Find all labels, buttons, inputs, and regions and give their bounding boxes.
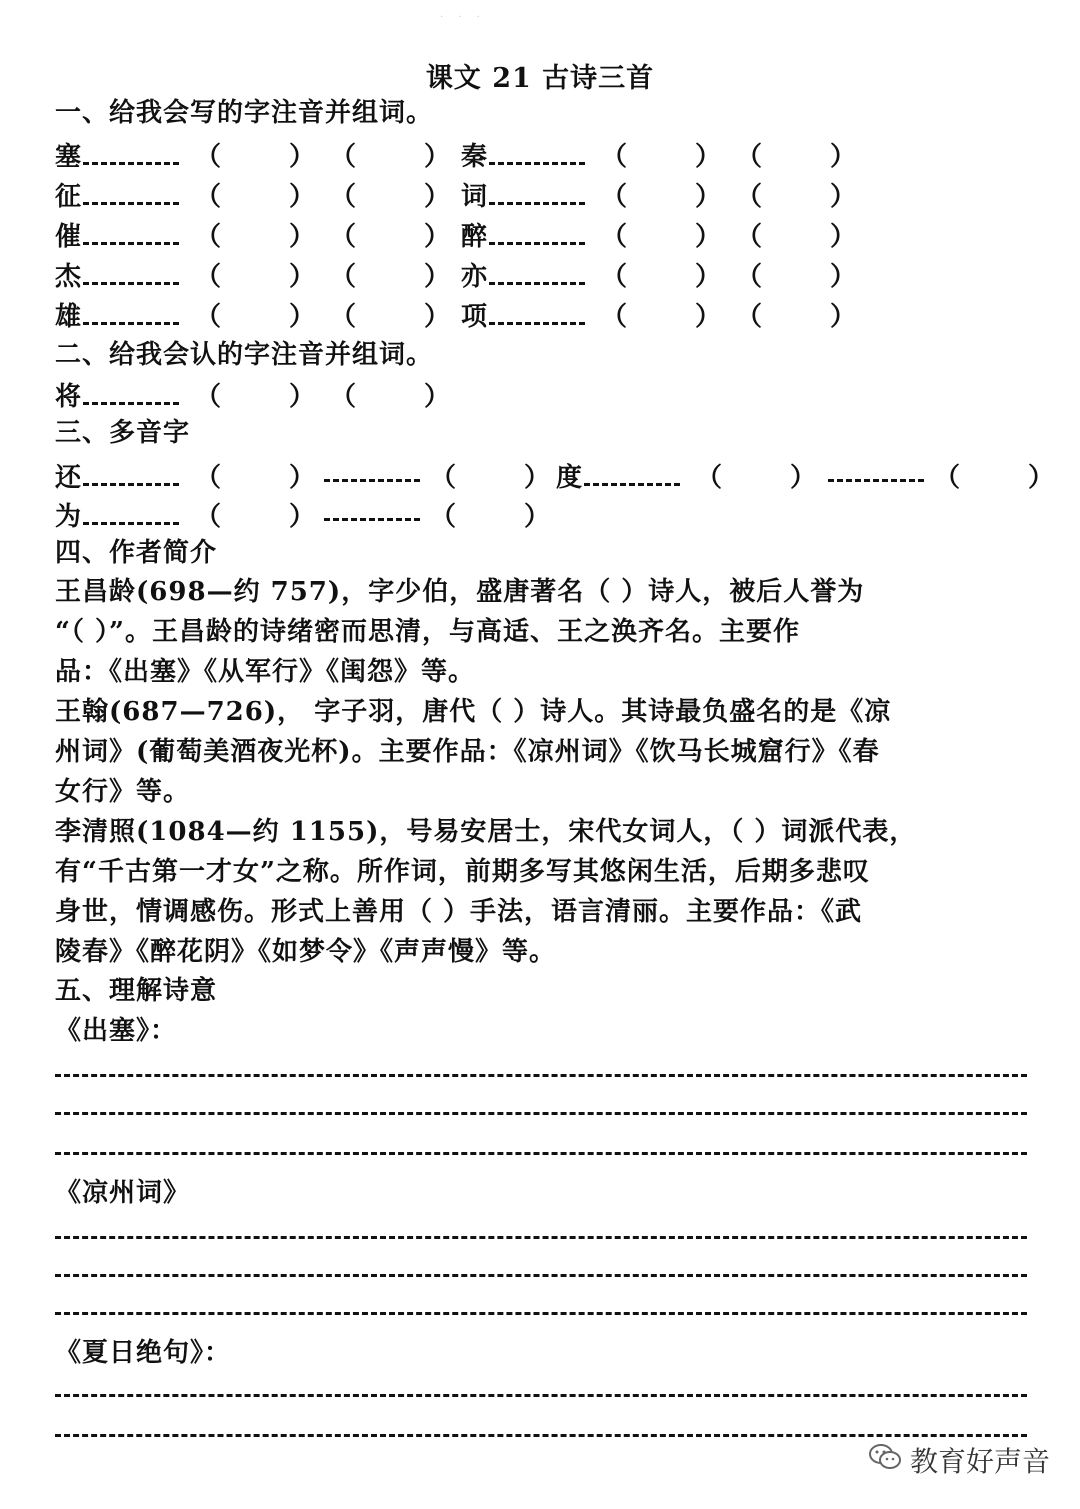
section-5-heading: 五、理解诗意 — [55, 976, 218, 1006]
answer-line[interactable] — [55, 1312, 1027, 1315]
author-li-qingzhao-line: 李清照(1084—约 1155)，号易安居士，宋代女词人，（ ）词派代表， — [55, 817, 917, 847]
answer-line[interactable] — [55, 1236, 1027, 1239]
answer-paren[interactable]: （ ） — [601, 182, 722, 212]
answer-paren[interactable]: （ ） — [195, 262, 316, 292]
write-char: 项 — [461, 302, 488, 332]
pinyin-blank[interactable] — [489, 300, 585, 325]
write-char: 词 — [461, 182, 488, 212]
poly-char-row — [556, 457, 680, 494]
write-char-row — [461, 176, 585, 213]
answer-paren[interactable]: （ ） — [330, 302, 451, 332]
pinyin-blank[interactable] — [83, 461, 179, 486]
pinyin-blank[interactable] — [322, 457, 420, 489]
pinyin-blank[interactable] — [489, 220, 585, 245]
poem-label-liangzhou: 《凉州词》 — [55, 1178, 191, 1208]
author-li-qingzhao-line: 身世，情调感伤。形式上善用（ ）手法，语言清丽。主要作品：《武 — [55, 897, 863, 927]
pinyin-blank[interactable] — [83, 500, 179, 525]
poly-char: 为 — [55, 502, 82, 532]
pinyin-blank[interactable] — [83, 260, 179, 285]
answer-line[interactable] — [55, 1434, 1027, 1437]
section-1-heading: 一、给我会写的字注音并组词。 — [55, 98, 434, 128]
write-char: 塞 — [55, 142, 82, 172]
answer-paren[interactable]: （ ） — [601, 302, 722, 332]
answer-line[interactable] — [55, 1152, 1027, 1155]
author-li-qingzhao-line: 有“千古第一才女”之称。所作词，前期多写其悠闲生活，后期多悲叹 — [55, 857, 870, 887]
write-char: 醉 — [461, 222, 488, 252]
pinyin-blank[interactable] — [489, 180, 585, 205]
answer-paren[interactable]: （ ） — [195, 182, 316, 212]
pinyin-blank[interactable] — [489, 260, 585, 285]
write-char: 雄 — [55, 302, 82, 332]
answer-paren[interactable]: （ ） — [736, 182, 857, 212]
page-title: 课文 21 古诗三首 — [425, 63, 655, 94]
answer-paren[interactable]: （ ） — [601, 262, 722, 292]
write-char: 秦 — [461, 142, 488, 172]
author-wang-han-line: 州词》(葡萄美酒夜光杯)。主要作品：《凉州词》《饮马长城窟行》《春 — [55, 737, 880, 767]
answer-paren[interactable]: （ ） — [195, 142, 316, 172]
author-li-qingzhao-line: 陵春》《醉花阴》《如梦令》《声声慢》等。 — [55, 937, 557, 967]
write-char-row — [461, 256, 585, 293]
pinyin-blank[interactable] — [83, 220, 179, 245]
write-char-row — [461, 296, 585, 333]
answer-paren[interactable]: （ ） — [696, 463, 817, 493]
answer-paren[interactable]: （ ） — [430, 502, 551, 532]
answer-paren[interactable]: （ ） — [195, 463, 316, 493]
poem-label-xiari: 《夏日绝句》： — [55, 1338, 232, 1368]
answer-paren[interactable]: （ ） — [330, 222, 451, 252]
pinyin-blank[interactable] — [826, 457, 924, 489]
answer-paren[interactable]: （ ） — [330, 142, 451, 172]
pinyin-blank[interactable] — [83, 140, 179, 165]
poly-char-row — [55, 457, 179, 494]
wechat-icon — [868, 1442, 902, 1479]
read-char: 将 — [55, 382, 82, 412]
answer-paren[interactable]: （ ） — [195, 502, 316, 532]
answer-paren[interactable]: （ ） — [330, 182, 451, 212]
write-char-row — [55, 216, 179, 253]
answer-line[interactable] — [55, 1274, 1027, 1277]
answer-paren[interactable]: （ ） — [195, 302, 316, 332]
watermark — [868, 1440, 1050, 1480]
answer-paren[interactable]: （ ） — [736, 142, 857, 172]
pinyin-blank[interactable] — [83, 300, 179, 325]
pinyin-blank[interactable] — [83, 180, 179, 205]
answer-paren[interactable]: （ ） — [330, 262, 451, 292]
answer-paren[interactable]: （ ） — [601, 142, 722, 172]
pinyin-blank[interactable] — [489, 140, 585, 165]
answer-paren[interactable]: （ ） — [330, 382, 451, 412]
write-char: 催 — [55, 222, 82, 252]
write-char-row — [55, 296, 179, 333]
section-3-heading: 三、多音字 — [55, 418, 191, 448]
section-2-heading: 二、给我会认的字注音并组词。 — [55, 340, 434, 370]
write-char-row — [55, 176, 179, 213]
write-char: 杰 — [55, 262, 82, 292]
poly-char: 度 — [556, 463, 583, 493]
author-wang-han-line: 女行》等。 — [55, 777, 191, 807]
write-char-row — [461, 216, 585, 253]
write-char-row — [55, 256, 179, 293]
author-wang-han-line: 王翰(687—726)， 字子羽，唐代（ ）诗人。其诗最负盛名的是《凉 — [55, 697, 892, 727]
write-char-row — [461, 136, 585, 173]
poly-char-row — [55, 496, 179, 533]
answer-paren[interactable]: （ ） — [736, 262, 857, 292]
header-faint-text: · · · — [440, 12, 486, 23]
pinyin-blank[interactable] — [584, 461, 680, 486]
author-wang-changling-line: 品：《出塞》《从军行》《闺怨》等。 — [55, 657, 476, 687]
section-4-heading: 四、作者简介 — [55, 538, 218, 568]
answer-paren[interactable]: （ ） — [736, 222, 857, 252]
answer-line[interactable] — [55, 1394, 1027, 1397]
poem-label-chusai: 《出塞》： — [55, 1016, 178, 1046]
poly-char: 还 — [55, 463, 82, 493]
answer-line[interactable] — [55, 1112, 1027, 1115]
answer-paren[interactable]: （ ） — [430, 463, 551, 493]
answer-paren[interactable]: （ ） — [195, 222, 316, 252]
answer-line[interactable] — [55, 1074, 1027, 1077]
answer-paren[interactable]: （ ） — [736, 302, 857, 332]
read-char-row — [55, 376, 179, 413]
author-wang-changling-line: 王昌龄(698—约 757)，字少伯，盛唐著名（ ）诗人，被后人誉为 — [55, 577, 865, 607]
answer-paren[interactable]: （ ） — [195, 382, 316, 412]
write-char: 征 — [55, 182, 82, 212]
pinyin-blank[interactable] — [322, 496, 420, 528]
answer-paren[interactable]: （ ） — [601, 222, 722, 252]
pinyin-blank[interactable] — [83, 380, 179, 405]
author-wang-changling-line: “（ ）”。王昌龄的诗绪密而思清，与高适、王之涣齐名。主要作 — [55, 617, 800, 647]
answer-paren[interactable]: （ ） — [934, 463, 1055, 493]
write-char-row — [55, 136, 179, 173]
write-char: 亦 — [461, 262, 488, 292]
watermark-text: 教育好声音 — [910, 1445, 1051, 1478]
